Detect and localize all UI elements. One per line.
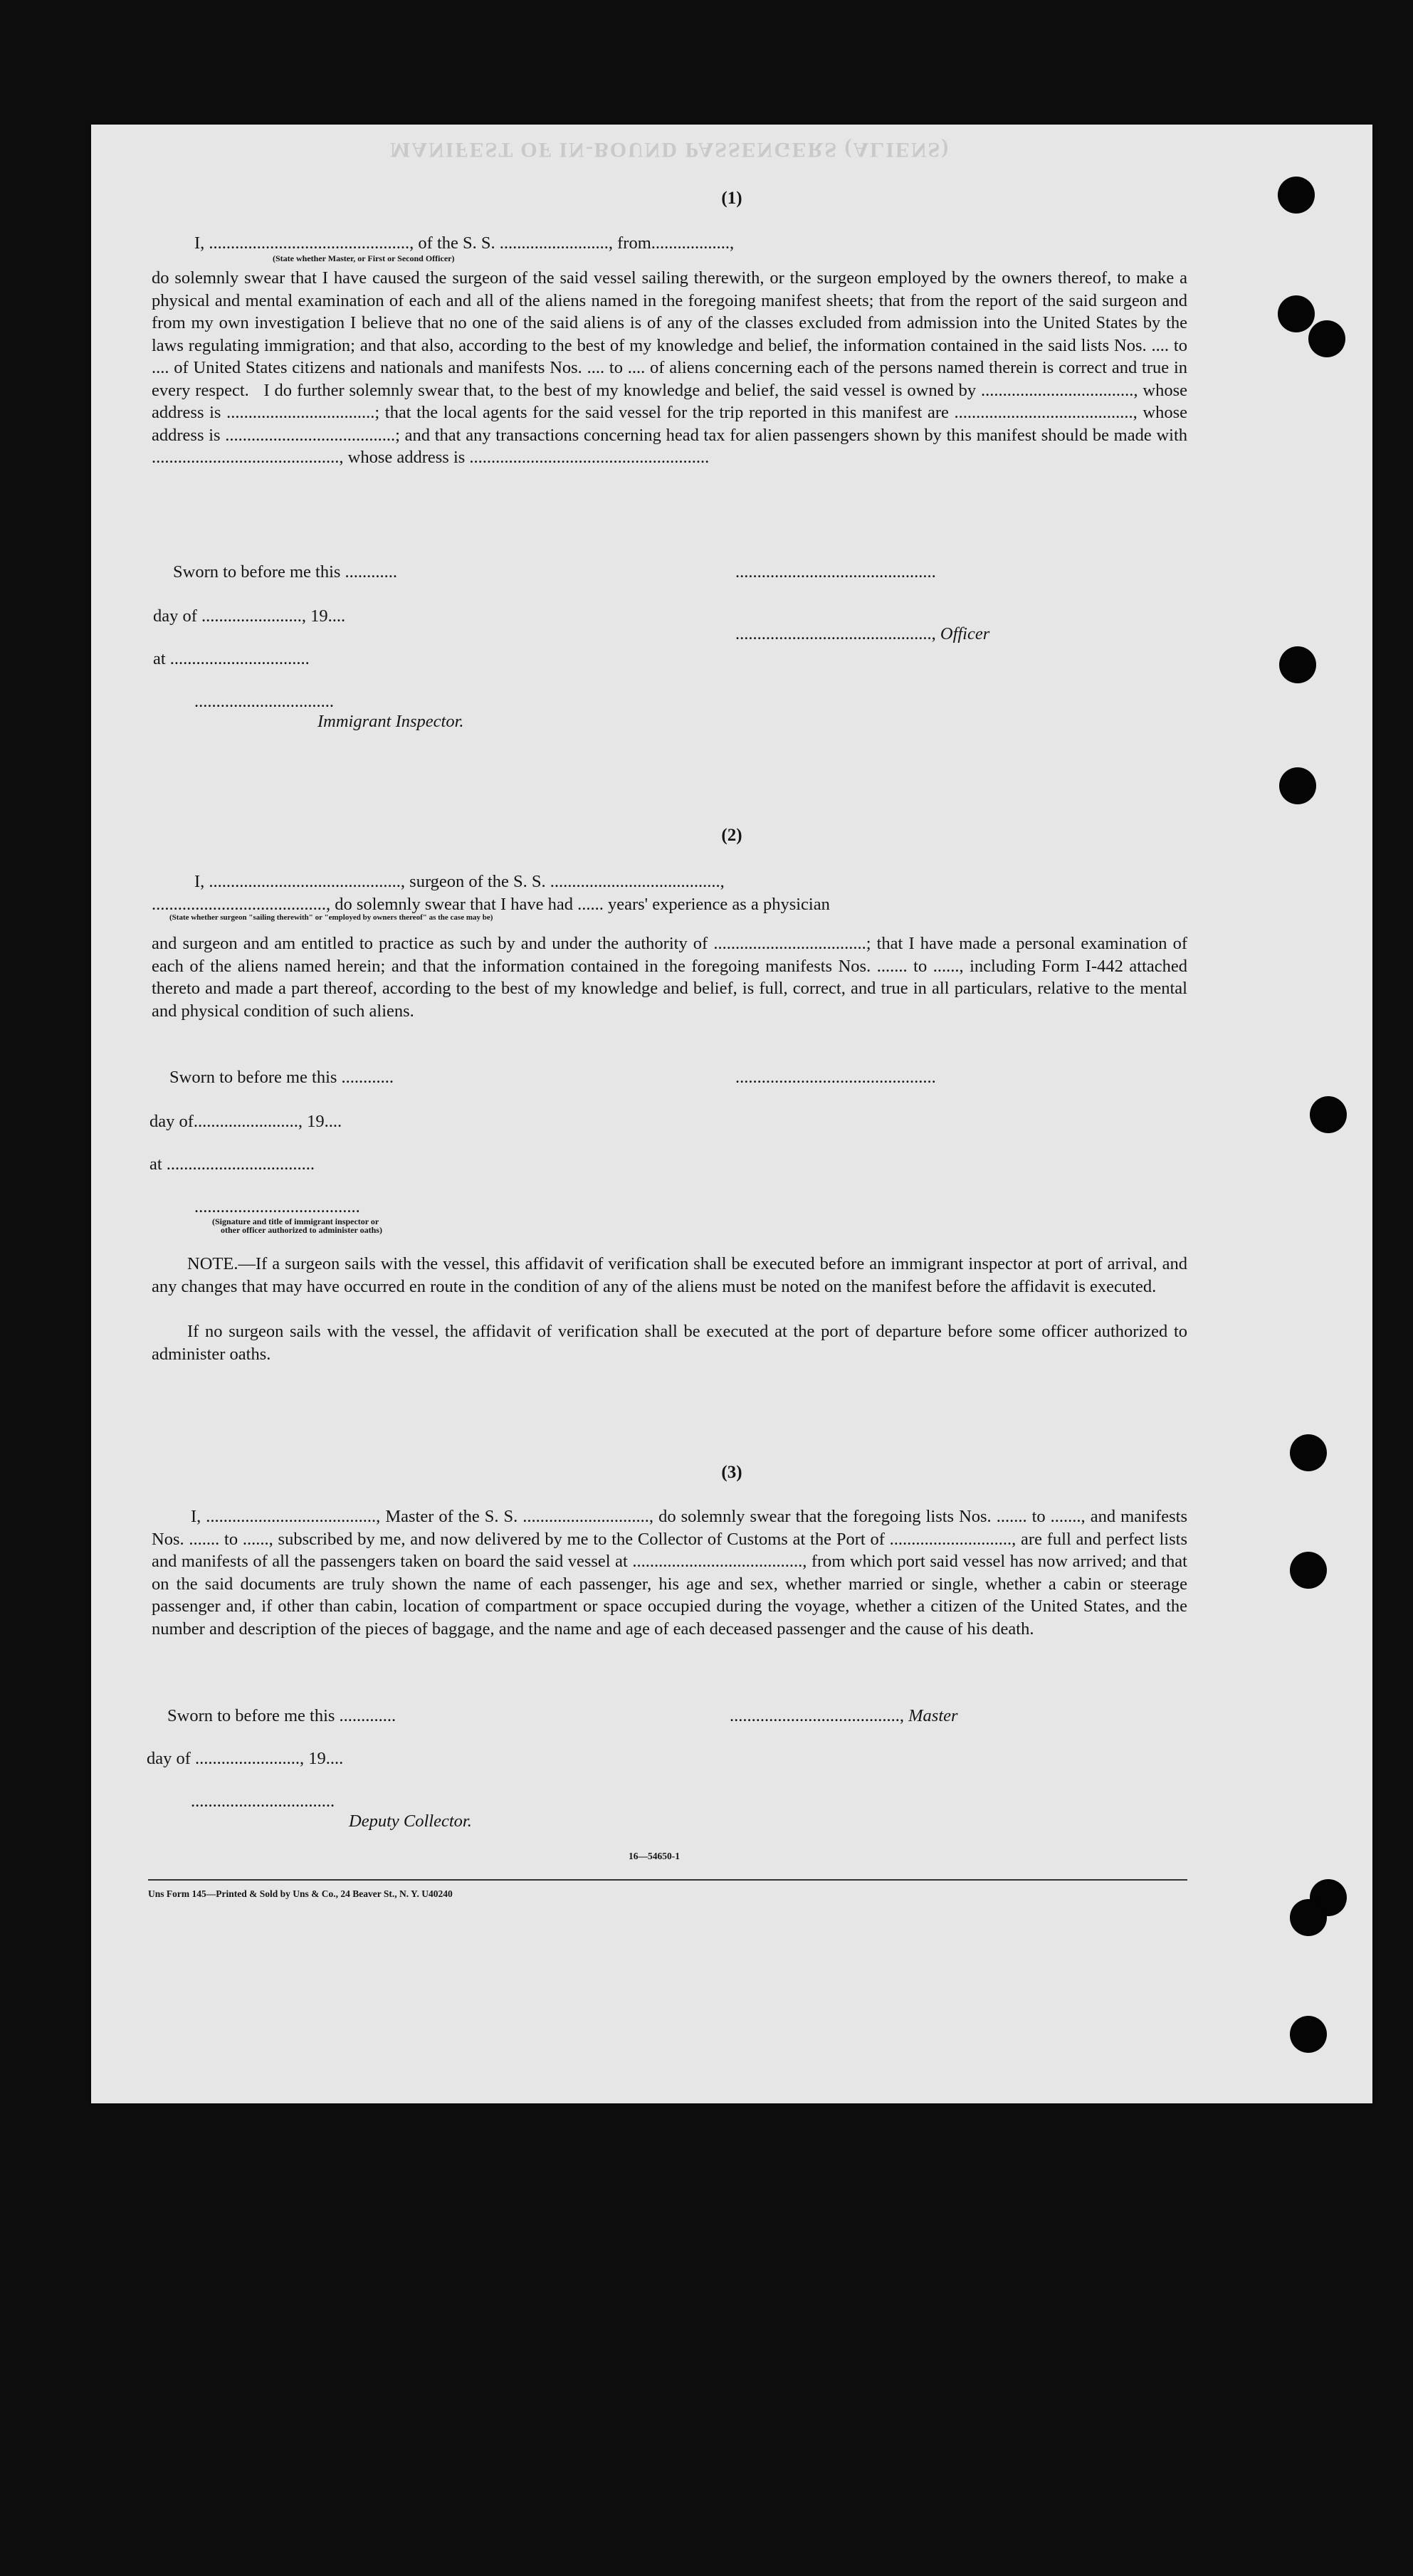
punch-hole [1279, 767, 1316, 804]
section-1-sworn: Sworn to before me this ............ [173, 562, 398, 582]
section-2-day-of: day of........................, 19.... [149, 1112, 342, 1131]
punch-hole [1278, 177, 1315, 214]
punch-hole [1278, 295, 1315, 332]
section-3-sworn: Sworn to before me this ............. [167, 1706, 396, 1725]
section-1-opening: I, .............................................., of the S. S. ........................., from.................., [194, 233, 735, 253]
section-2-line-2: ........................................, do solemnly swear that I have had ...... years' experience as a physician [152, 895, 830, 914]
section-2-number: (2) [721, 826, 742, 845]
section-2-signature-line: .............................................. [735, 1068, 936, 1087]
section-1-signature-line: .............................................. [735, 562, 936, 582]
punch-hole [1290, 1552, 1327, 1589]
section-3-day-of: day of ........................, 19.... [147, 1749, 344, 1768]
form-number: 16—54650-1 [629, 1851, 680, 1861]
master-dots: ......................................., [730, 1706, 909, 1725]
punch-hole [1279, 646, 1316, 683]
section-1-day-of: day of ......................., 19.... [153, 606, 346, 626]
bleed-through-text: MANIFEST OF IN-BOUND PASSENGERS (ALIENS) [390, 138, 950, 162]
section-3-collector-line: ................................. [191, 1792, 335, 1811]
section-2-inspector-note-2: other officer authorized to administer oaths) [221, 1225, 382, 1235]
punch-hole [1290, 1899, 1327, 1936]
footer-rule [148, 1879, 1187, 1881]
punch-hole [1290, 1434, 1327, 1471]
section-1-inspector-label: Immigrant Inspector. [317, 712, 464, 731]
section-2-opening: I, ............................................, surgeon of the S. S. ......................................., [194, 872, 725, 891]
section-2-note-2: If no surgeon sails with the vessel, the affidavit of verification shall be executed at the port of departure before some officer authorized to administer oaths. [152, 1322, 1192, 1364]
section-3-body: I, ......................................., Master of the S. S. ............................., do solemnly swear that the foregoing lists Nos. ....... to ......., and manifests Nos. ....... to ......, subscribed by me, and now delivered by me to the Collector of Customs at the Port of ............................, are full and perfect lists and manifests of all the passengers taken on board the said vessel at ......................................., from which port said vessel has now arrived; and that on the said documents are truly shown the name of each passenger, his age and sex, whether married or single, whether a cabin or steerage passenger and, if other than cabin, location of compartment or space occupied during the voyage, whether a citizen of the United States, and the number and description of the pieces of baggage, and the name and age of each deceased passenger and the cause of his death. [152, 1507, 1192, 1639]
document-page [91, 125, 1372, 2103]
section-1-officer-line [735, 624, 989, 644]
section-3-number: (3) [721, 1463, 742, 1482]
section-1-at: at ................................ [153, 649, 310, 668]
master-label: Master [908, 1706, 958, 1725]
officer-label: Officer [940, 624, 990, 643]
section-2-role-note: (State whether surgeon "sailing therewith" or "employed by owners thereof" as the case may be) [169, 913, 493, 922]
section-3-master-line [730, 1706, 958, 1726]
section-2-note: NOTE.—If a surgeon sails with the vessel, this affidavit of verification shall be executed before an immigrant inspector at port of arrival, and any changes that may have occurred en route in the condition of any of the aliens must be noted on the manifest before the affidavit is executed. [152, 1254, 1192, 1296]
section-2-sworn: Sworn to before me this ............ [169, 1068, 394, 1087]
section-2-body: and surgeon and am entitled to practice as such by and under the authority of ...................................; that I have made a personal examination of each of the aliens named herein; and that the information contained in the foregoing manifests Nos. ....... to ......, including Form I-442 attached thereto and made a part thereof, according to the best of my knowledge and belief, is full, correct, and true in all particulars, relative to the mental and physical condition of such aliens. [152, 934, 1192, 1021]
section-1-body: do solemnly swear that I have caused the surgeon of the said vessel sailing therewith, or the surgeon employed by the owners thereof, to make a physical and mental examination of each and all of the aliens named in the foregoing manifest sheets; that from the report of the said surgeon and from my own investigation I believe that no one of the said aliens is of any of the classes excluded from admission into the United States by the laws regulating immigration; and that also, according to the best of my knowledge and belief, the information contained in the said lists Nos. .... to .... of United States citizens and nationals and manifests Nos. .... to .... of aliens concerning each of the persons named therein is correct and true in every respect. I do further solemnly swear that, to the best of my knowledge and belief, the said vessel is owned by ..................................., whose address is ..................................; that the local agents for the said vessel for the trip reported in this manifest are ........................................., whose address is .......................................; and that any transactions concerning head tax for alien passengers shown by this manifest should be made with ..........................................., whose address is ....................................................... [152, 268, 1192, 467]
section-3-collector-label: Deputy Collector. [349, 1812, 472, 1831]
section-1-inspector-line: ................................ [194, 692, 334, 711]
section-1-number: (1) [721, 189, 742, 208]
section-2-inspector-line: ...................................... [194, 1197, 360, 1216]
section-2-inspector-note-1: (Signature and title of immigrant inspector or [212, 1216, 379, 1226]
section-1-role-note: (State whether Master, or First or Second Officer) [273, 253, 455, 263]
punch-hole [1290, 2016, 1327, 2053]
officer-dots: ............................................., [735, 624, 940, 643]
punch-hole [1310, 1096, 1347, 1133]
punch-hole [1308, 320, 1345, 357]
section-2-at: at .................................. [149, 1155, 315, 1174]
printer-line: Uns Form 145—Printed & Sold by Uns & Co., 24 Beaver St., N. Y. U40240 [148, 1888, 453, 1899]
